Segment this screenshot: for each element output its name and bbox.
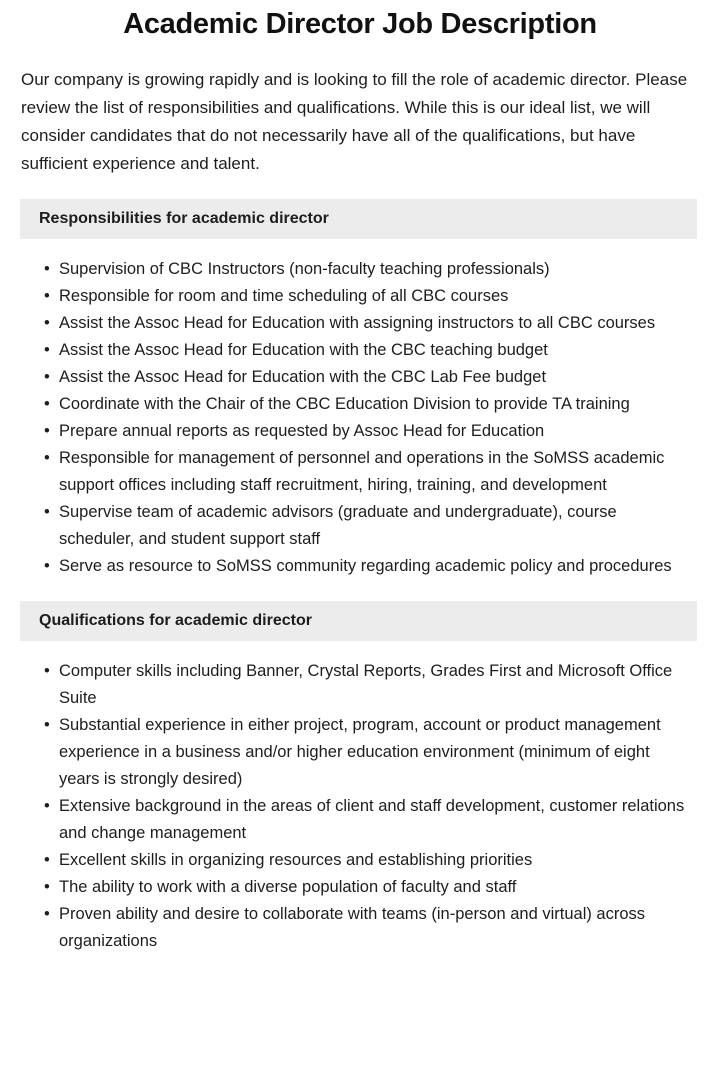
list-item-text: Excellent skills in organizing resources and establishing priorities xyxy=(59,851,533,869)
bullet-icon: • xyxy=(44,878,50,896)
bullet-icon: • xyxy=(44,287,50,305)
bullet-icon: • xyxy=(44,503,50,521)
list-item-text: Supervise team of academic advisors (graduate and undergraduate), course scheduler, and student support staff xyxy=(59,503,617,548)
list-item-text: Computer skills including Banner, Crystal Reports, Grades First and Microsoft Office Suite xyxy=(59,662,673,707)
bullet-icon: • xyxy=(44,314,50,332)
list-item xyxy=(44,256,690,283)
list-item xyxy=(44,901,690,955)
bullet-icon: • xyxy=(44,449,50,467)
list-item xyxy=(44,658,690,712)
list-item xyxy=(44,874,690,901)
bullet-icon: • xyxy=(44,662,50,680)
list-item-text: Prepare annual reports as requested by Assoc Head for Education xyxy=(59,422,545,440)
list-item xyxy=(44,391,690,418)
list-item xyxy=(44,310,690,337)
bullet-icon: • xyxy=(44,260,50,278)
list-item xyxy=(44,553,690,580)
responsibilities-list xyxy=(0,239,720,580)
section-heading-responsibilities: Responsibilities for academic director xyxy=(20,199,697,239)
list-item-text: Assist the Assoc Head for Education with assigning instructors to all CBC courses xyxy=(59,314,656,332)
bullet-icon: • xyxy=(44,422,50,440)
list-item xyxy=(44,445,690,499)
bullet-icon: • xyxy=(44,905,50,923)
list-item-text: Extensive background in the areas of client and staff development, customer relations and change management xyxy=(59,797,685,842)
bullet-icon: • xyxy=(44,557,50,575)
section-heading-qualifications: Qualifications for academic director xyxy=(20,601,697,641)
list-item-text: Proven ability and desire to collaborate with teams (in-person and virtual) across organizations xyxy=(59,905,646,950)
section-responsibilities xyxy=(0,199,720,580)
list-item-text: Assist the Assoc Head for Education with the CBC teaching budget xyxy=(59,341,548,359)
list-item-text: Responsible for room and time scheduling of all CBC courses xyxy=(59,287,509,305)
list-item-text: Serve as resource to SoMSS community regarding academic policy and procedures xyxy=(59,557,672,575)
bullet-icon: • xyxy=(44,716,50,734)
qualifications-list xyxy=(0,641,720,955)
bullet-icon: • xyxy=(44,341,50,359)
list-item-text: Supervision of CBC Instructors (non-faculty teaching professionals) xyxy=(59,260,550,278)
list-item xyxy=(44,712,690,793)
bullet-icon: • xyxy=(44,395,50,413)
list-item-text: Substantial experience in either project, program, account or product management experience in a business and/or higher education environment (minimum of eight years is strongly desired) xyxy=(59,716,661,788)
bullet-icon: • xyxy=(44,797,50,815)
list-item xyxy=(44,793,690,847)
list-item-text: The ability to work with a diverse population of faculty and staff xyxy=(59,878,517,896)
intro-paragraph: Our company is growing rapidly and is looking to fill the role of academic director. Please review the list of responsibilities and qualifications. While this is our ideal list, we will consider candidates that do not necessarily have all of the qualifications, but have sufficient experience and talent. xyxy=(21,70,688,173)
bullet-icon: • xyxy=(44,368,50,386)
list-item-text: Assist the Assoc Head for Education with the CBC Lab Fee budget xyxy=(59,368,547,386)
list-item xyxy=(44,418,690,445)
list-item xyxy=(44,283,690,310)
list-item-text: Coordinate with the Chair of the CBC Education Division to provide TA training xyxy=(59,395,630,413)
list-item xyxy=(44,364,690,391)
list-item-text: Responsible for management of personnel and operations in the SoMSS academic support offices including staff recruitment, hiring, training, and development xyxy=(59,449,665,494)
list-item xyxy=(44,499,690,553)
list-item xyxy=(44,847,690,874)
section-qualifications xyxy=(0,601,720,955)
list-item xyxy=(44,337,690,364)
page-title: Academic Director Job Description xyxy=(123,8,597,40)
bullet-icon: • xyxy=(44,851,50,869)
